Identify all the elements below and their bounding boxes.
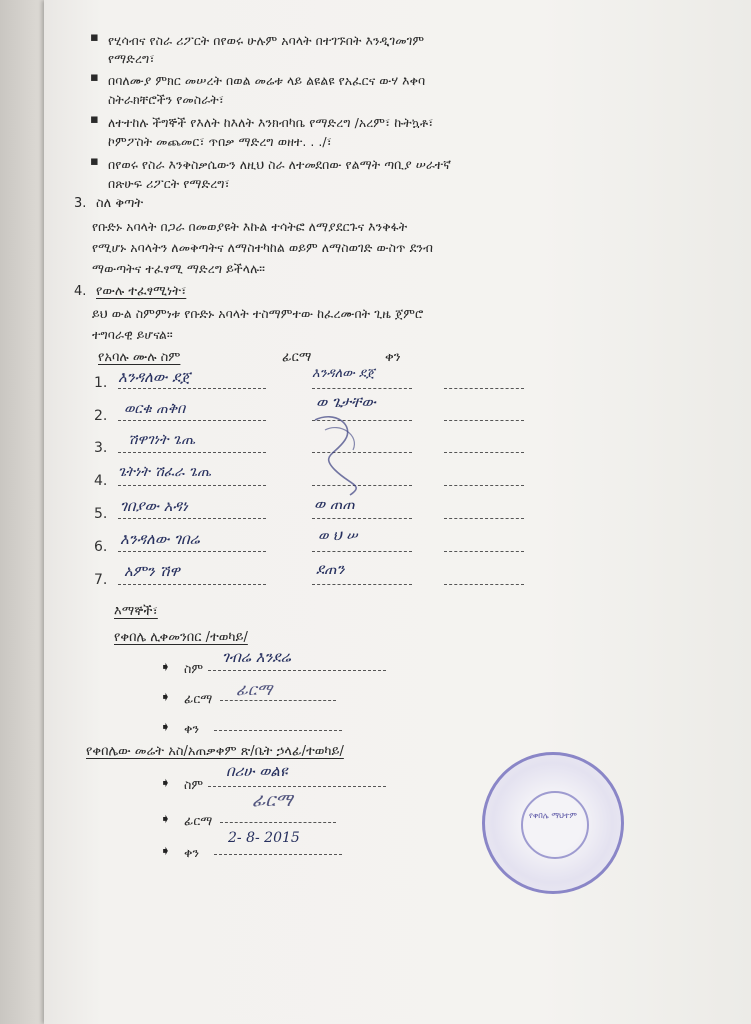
section3-number: 3. <box>74 196 87 211</box>
member-signature: ወ ህ ሠ <box>318 528 358 544</box>
bullet-2-line1: በባለሙያ ምክር መሠረት በወል መሬቱ ላይ ልዩልዩ የአፈርና ውሃ እቀባ <box>108 73 426 88</box>
date-line <box>444 420 524 421</box>
office-signature: ፊርማ <box>252 790 293 811</box>
section3-line1: የቡድኑ አባላት በጋራ በመወያዩት እኩል ተሳትፎ ለማያደርጉና እንቅፋት <box>92 219 408 234</box>
office-title: የቀበሌው መሬት አስ/አጠቃቀም ጽ/ቤት ኃላፊ/ተወካይ/ <box>86 744 344 759</box>
receiver-name-value: ገብሬ እንደሬ <box>222 648 291 666</box>
office-sign-line <box>220 822 336 823</box>
row-number: 1. <box>94 375 108 391</box>
office-name-line <box>208 786 386 787</box>
signature-scribble <box>305 400 385 500</box>
section4-title: የውሉ ተፈፃሚነት፣ <box>96 284 187 299</box>
date-line <box>444 452 524 453</box>
bullet-1-line2: የማድረግ፣ <box>108 51 155 66</box>
arrow-bullet-icon: ➧ <box>160 660 171 675</box>
date-line <box>444 584 524 585</box>
arrow-bullet-icon: ➧ <box>160 720 171 735</box>
section4-line2: ተግባራዊ ይሆናል። <box>92 327 173 342</box>
date-line <box>444 551 524 552</box>
receiver-name-line <box>208 670 386 671</box>
section4-line1: ይህ ውል ስምምነቱ የቡድኑ አባላት ተስማምተው ከፈረሙበት ጊዜ ጀምሮ <box>92 306 424 321</box>
member-name: ሽዋገነት ጌጤ <box>128 432 196 448</box>
bullet-marker: ▪ <box>90 30 99 45</box>
office-sign-label: ፊርማ <box>184 813 213 828</box>
receiver-sign-label: ፊርማ <box>184 691 213 706</box>
row-number: 4. <box>94 473 108 489</box>
sign-line <box>312 584 412 585</box>
name-line <box>118 388 266 389</box>
member-name: እንዳለው ገበሬ <box>120 530 200 548</box>
table-header-name: የአባሉ ሙሉ ስም <box>98 350 181 365</box>
stamp-inner-ring <box>521 791 589 859</box>
receiver-date-line <box>214 730 342 731</box>
name-line <box>118 452 266 453</box>
bullet-3-line2: ኮምፖስት መጨመር፣ ጥበቃ ማድረግ ወዘተ. . ./፣ <box>108 134 332 149</box>
table-header-sign: ፊርማ <box>282 350 312 365</box>
sign-line <box>312 388 412 389</box>
member-name: ጌትነት ሽፈራ ጌጤ <box>118 464 212 480</box>
stamp-text: የቀበሌ ማህተም <box>529 811 577 820</box>
office-date-line <box>214 854 342 855</box>
bullet-marker: ▪ <box>90 70 99 85</box>
row-number: 7. <box>94 572 108 588</box>
name-line <box>118 518 266 519</box>
bullet-4-line2: በጽሁፍ ሪፖርት የማድረግ፣ <box>108 176 230 191</box>
receiver-title: የቀበሌ ሊቀመንበር /ተወካይ/ <box>114 630 248 645</box>
bullet-marker: ▪ <box>90 112 99 127</box>
arrow-bullet-icon: ➧ <box>160 844 171 859</box>
page-edge <box>0 0 44 1024</box>
bullet-4-line1: በየወሩ የስራ እንቅስቃሴውን ለዚህ ስራ ለተመደበው የልማት ጣቢያ ሠራተኛ <box>108 157 452 172</box>
bullet-marker: ▪ <box>90 154 99 169</box>
receiver-sign-line <box>220 700 336 701</box>
bullet-3-line1: ለተተከሉ ችግኞች የእለት ከእለት እንክብካቤ የማድረግ /አረም፣ ኩትኳቶ፣ <box>108 115 434 130</box>
arrow-bullet-icon: ➧ <box>160 776 171 791</box>
member-signature: ወ ጠጠ <box>314 495 355 513</box>
section3-title: ስለ ቅጣት <box>96 196 144 211</box>
receiver-name-label: ስም <box>184 661 204 676</box>
date-line <box>444 518 524 519</box>
sign-line <box>312 518 412 519</box>
member-signature: ወ ጌታቸው <box>316 393 376 411</box>
member-name: ገበያው አዳነ <box>120 497 188 515</box>
member-name: ወርቁ ጠቅበ <box>124 401 186 417</box>
section3-line2: የሚሆኑ አባላትን ለመቅጣትና ለማስተካከል ወይም ለማስወገድ ውስጥ ደንብ <box>92 240 434 255</box>
row-number: 6. <box>94 539 108 555</box>
name-line <box>118 420 266 421</box>
section3-line3: ማውጣትና ተፈፃሚ ማድረግ ይችላሉ። <box>92 261 265 276</box>
name-line <box>118 551 266 552</box>
row-number: 2. <box>94 408 108 424</box>
name-line <box>118 485 266 486</box>
office-name-label: ስም <box>184 777 204 792</box>
name-line <box>118 584 266 585</box>
arrow-bullet-icon: ➧ <box>160 812 171 827</box>
arrow-bullet-icon: ➧ <box>160 690 171 705</box>
member-signature: እንዳለው ደጀ <box>312 366 375 381</box>
row-number: 3. <box>94 440 108 456</box>
row-number: 5. <box>94 506 108 522</box>
receiver-date-label: ቀን <box>184 721 200 736</box>
section4-number: 4. <box>74 284 87 299</box>
office-date-value: 2- 8- 2015 <box>228 830 300 846</box>
witnesses-title: እማኞች፣ <box>114 604 158 619</box>
member-name: አምን ሽዋ <box>124 562 180 580</box>
office-date-label: ቀን <box>184 845 200 860</box>
bullet-1-line1: የሂሳብና የስራ ሪፖርት በየወሩ ሁሉም አባላት በተገኙበት እንዲገመገም <box>108 33 425 48</box>
sign-line <box>312 551 412 552</box>
office-name-value: በሪሁ ወልዩ <box>226 762 288 780</box>
date-line <box>444 485 524 486</box>
receiver-signature: ፊርማ <box>236 680 273 699</box>
date-line <box>444 388 524 389</box>
table-header-date: ቀን <box>385 350 401 365</box>
bullet-2-line2: ስትራክቸሮችን የመስራት፣ <box>108 92 224 107</box>
official-stamp <box>482 752 624 894</box>
member-name: እንዳለው ደጀ <box>118 368 191 386</box>
member-signature: ደጠን <box>316 560 345 578</box>
